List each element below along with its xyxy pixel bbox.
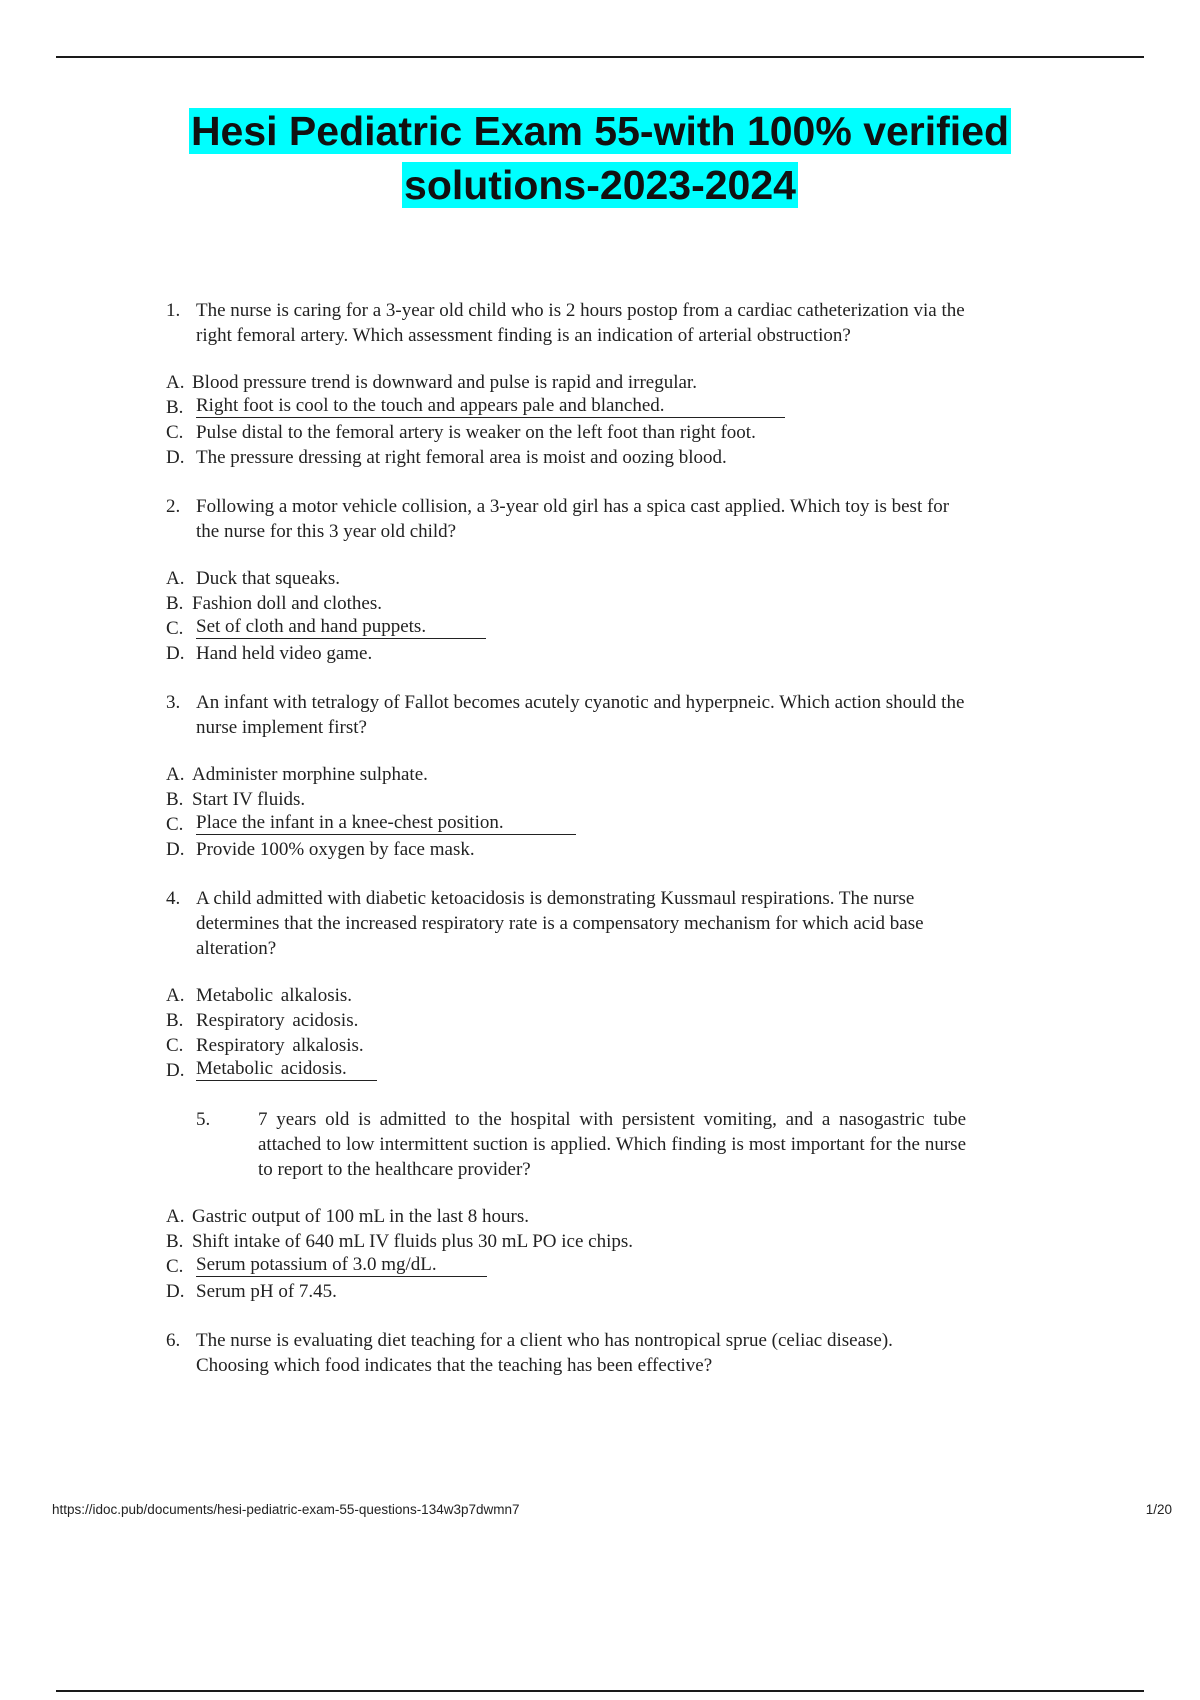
question-3-options: [166, 762, 966, 862]
top-rule: [56, 56, 1144, 58]
option-text: Start IV fluids.: [192, 789, 306, 810]
question-text: Following a motor vehicle collision, a 3-year old girl has a spica cast applied. Which toy is best for the nurse for this 3 year old child?: [196, 496, 950, 542]
option-letter: B.: [166, 593, 184, 614]
question-number: 2.: [166, 496, 181, 517]
correct-answer-underline: Place the infant in a knee-chest position.: [196, 812, 576, 835]
option-text: Blood pressure trend is downward and pulse is rapid and irregular.: [192, 372, 697, 393]
question-number: 5.: [196, 1109, 211, 1130]
option-text: Respiratory alkalosis.: [196, 1035, 364, 1056]
option-text: Serum pH of 7.45.: [196, 1281, 337, 1302]
option-letter: B.: [166, 1010, 184, 1031]
question-5-options: [166, 1204, 966, 1304]
question-1-options: [166, 370, 966, 470]
option-c-correct: [166, 1254, 966, 1279]
question-number: 6.: [166, 1330, 181, 1351]
option-b-correct: [166, 395, 966, 420]
option-text: Respiratory acidosis.: [196, 1010, 359, 1031]
option-letter: A.: [166, 568, 185, 589]
option-letter: C.: [166, 618, 184, 639]
correct-answer-underline: Set of cloth and hand puppets.: [196, 616, 486, 639]
option-text: Shift intake of 640 mL IV fluids plus 30 mL PO ice chips.: [192, 1231, 634, 1252]
option-d-correct: [166, 1058, 966, 1083]
question-1: [166, 298, 966, 348]
question-4: [166, 886, 966, 961]
option-text: Pulse distal to the femoral artery is weaker on the left foot than right foot.: [196, 422, 756, 443]
option-d: [166, 445, 966, 470]
question-number: 1.: [166, 300, 181, 321]
option-text: Duck that squeaks.: [196, 568, 341, 589]
option-letter: D.: [166, 839, 185, 860]
option-letter: C.: [166, 1256, 184, 1277]
option-b: [166, 787, 966, 812]
option-text: Administer morphine sulphate.: [192, 764, 428, 785]
option-letter: D.: [166, 643, 185, 664]
option-b: [166, 591, 966, 616]
option-a: [166, 983, 966, 1008]
option-letter: D.: [166, 447, 185, 468]
question-list: [166, 298, 966, 1400]
option-letter: A.: [166, 764, 185, 785]
question-text: A child admitted with diabetic ketoacidosis is demonstrating Kussmaul respirations. The nurse determines that the increased respiratory rate is a compensatory mechanism for which acid base alteration?: [196, 888, 924, 959]
document-title: [120, 104, 1080, 212]
option-text: Hand held video game.: [196, 643, 373, 664]
option-letter: D.: [166, 1281, 185, 1302]
option-c: [166, 420, 966, 445]
page-number: 1/20: [1145, 1502, 1172, 1517]
option-b: [166, 1008, 966, 1033]
option-d: [166, 641, 966, 666]
option-letter: A.: [166, 1206, 185, 1227]
option-text: Provide 100% oxygen by face mask.: [196, 839, 475, 860]
option-letter: C.: [166, 422, 184, 443]
option-d: [166, 837, 966, 862]
option-text: The pressure dressing at right femoral area is moist and oozing blood.: [196, 447, 727, 468]
question-number: 3.: [166, 692, 181, 713]
option-c-correct: [166, 616, 966, 641]
option-letter: B.: [166, 789, 184, 810]
option-letter: B.: [166, 397, 184, 418]
option-a: [166, 566, 966, 591]
question-number: 4.: [166, 888, 181, 909]
title-line-1: Hesi Pediatric Exam 55-with 100% verified: [190, 108, 1010, 154]
option-b: [166, 1229, 966, 1254]
title-line-2: solutions-2023-2024: [404, 162, 796, 208]
option-text: Metabolic alkalosis.: [196, 985, 353, 1006]
question-6: [166, 1328, 966, 1378]
correct-answer-underline: Metabolic acidosis.: [196, 1058, 377, 1081]
bottom-rule: [56, 1690, 1144, 1692]
option-text: Fashion doll and clothes.: [192, 593, 382, 614]
option-letter: A.: [166, 985, 185, 1006]
option-d: [166, 1279, 966, 1304]
option-letter: C.: [166, 1035, 184, 1056]
correct-answer-underline: Right foot is cool to the touch and appears pale and blanched.: [196, 395, 785, 418]
question-text: An infant with tetralogy of Fallot becomes acutely cyanotic and hyperpneic. Which action should the nurse implement first?: [196, 692, 965, 738]
question-2: [166, 494, 966, 544]
question-2-options: [166, 566, 966, 666]
option-a: [166, 1204, 966, 1229]
question-5: [166, 1107, 966, 1182]
correct-answer-underline: Serum potassium of 3.0 mg/dL.: [196, 1254, 487, 1277]
option-letter: D.: [166, 1060, 185, 1081]
option-text: Gastric output of 100 mL in the last 8 hours.: [192, 1206, 530, 1227]
source-url: https://idoc.pub/documents/hesi-pediatric-exam-55-questions-134w3p7dwmn7: [52, 1502, 520, 1517]
question-text: 7 years old is admitted to the hospital with persistent vomiting, and a nasogastric tube attached to low intermittent suction is applied. Which finding is most important for the nurse to report to the healthcare provider?: [258, 1109, 966, 1180]
option-letter: B.: [166, 1231, 184, 1252]
option-letter: C.: [166, 814, 184, 835]
question-text: The nurse is caring for a 3-year old child who is 2 hours postop from a cardiac catheterization via the right femoral artery. Which assessment finding is an indication of arterial obstruction?: [196, 300, 965, 346]
option-letter: A.: [166, 372, 185, 393]
question-text: The nurse is evaluating diet teaching for a client who has nontropical sprue (celiac disease). Choosing which food indicates that the teaching has been effective?: [196, 1330, 893, 1376]
option-c: [166, 1033, 966, 1058]
question-3: [166, 690, 966, 740]
option-a: [166, 370, 966, 395]
option-a: [166, 762, 966, 787]
question-4-options: [166, 983, 966, 1083]
option-c-correct: [166, 812, 966, 837]
